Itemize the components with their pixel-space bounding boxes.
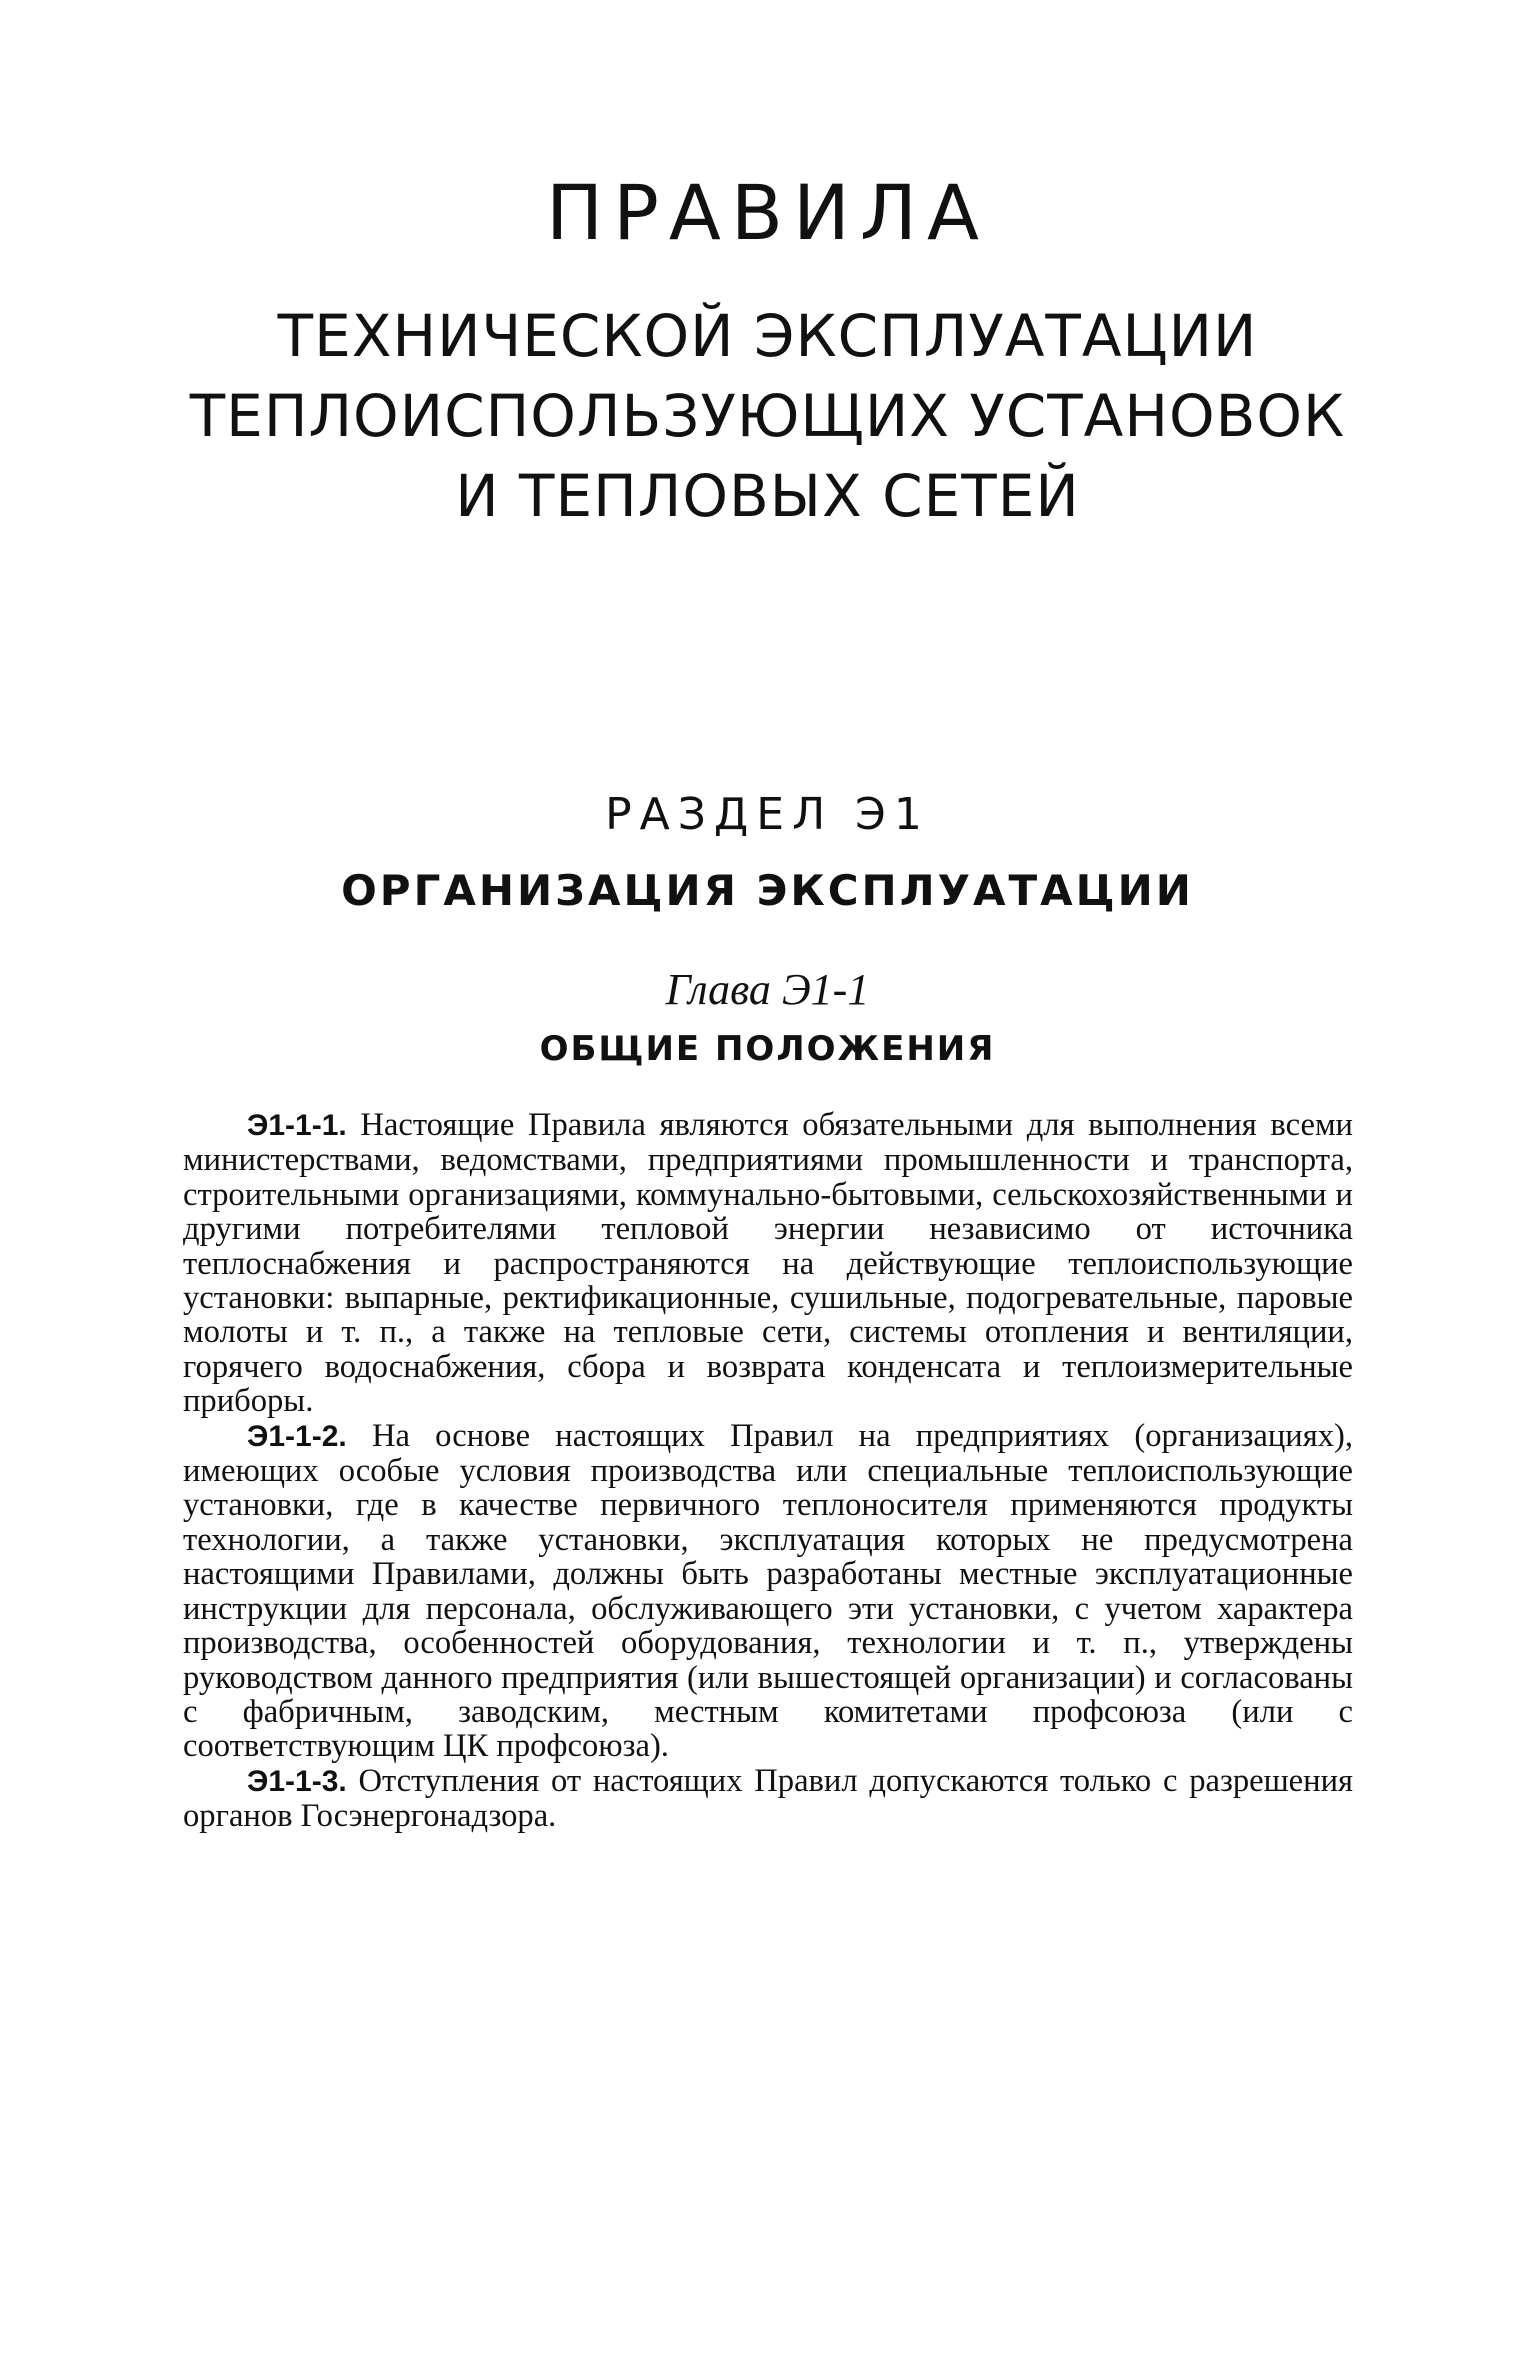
paragraph [183,1419,1353,1764]
chapter-label: Глава Э1-1 [665,965,870,1014]
paragraph-text: Настоящие Правила являются обязательными для выполнения всеми министерствами, ведомствами, предприятиями промышленности и транспорта, строительными организациями, коммунально-бытовыми, сельскохозяйственными и другими потребителями тепловой энергии независимо от источника теплоснабжения и распространяются на действующие теплоиспользующие установки: выпарные, ректификационные, сушильные, подогревательные, паровые молоты и т. п., а также на тепловые сети, системы отопления и вентиляции, горячего водоснабжения, сбора и возврата конденсата и теплоизмерительные приборы. [183,1107,1353,1420]
paragraph [183,1764,1353,1834]
body-text [183,1108,1353,1834]
paragraph-number: Э1-1-2. [247,1419,347,1453]
section-label: РАЗДЕЛ Э1 [605,789,930,840]
paragraph [183,1108,1353,1419]
paragraph-number: Э1-1-3. [247,1764,347,1798]
subtitle-line: ТЕПЛОИСПОЛЬЗУЮЩИХ УСТАНОВОК [189,382,1346,450]
subtitle-line: И ТЕПЛОВЫХ СЕТЕЙ [455,462,1080,530]
chapter-title: ОБЩИЕ ПОЛОЖЕНИЯ [539,1029,996,1069]
paragraph-text: Отступления от настоящих Правил допускаются только с разрешения органов Госэнергонадзора. [183,1762,1353,1835]
paragraph-number: Э1-1-1. [247,1109,347,1142]
paragraph-text: На основе настоящих Правил на предприятиях (организациях), имеющих особые условия производства или специальные теплоиспользующие установки, где в качестве первичного теплоносителя применяются продукты технологии, а также установки, эксплуатация которых не предусмотрена настоящими Правилами, должны быть разработаны местные эксплуатационные инструкции для персонала, обслуживающего эти установки, с учетом характера производства, особенностей оборудования, технологии и т. п., утверждены руководством данного предприятия (или вышестоящей организации) и согласованы с фабричным, заводским, местным комитетами профсоюза (или с соответствующим ЦК профсоюза). [183,1417,1353,1765]
document-title: ПРАВИЛА [545,168,990,257]
section-title: ОРГАНИЗАЦИЯ ЭКСПЛУАТАЦИИ [341,866,1194,915]
subtitle-line: ТЕХНИЧЕСКОЙ ЭКСПЛУАТАЦИИ [277,302,1258,370]
document-subtitle [0,296,1535,536]
